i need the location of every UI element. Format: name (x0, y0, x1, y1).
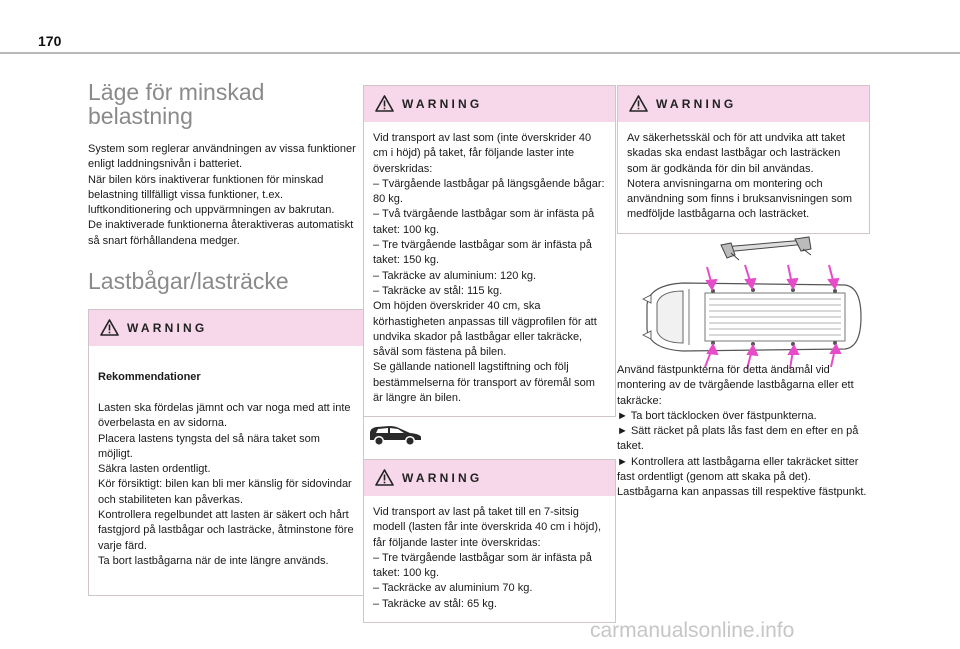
warning-label: WARNING (656, 97, 737, 111)
warning-heading: Rekommendationer (98, 371, 201, 384)
warning-header (89, 310, 363, 346)
mounting-instructions: Använd fästpunkterna för detta ändamål vid montering av de tvärgående lastbågarna eller ett takräcke: ► Ta bort täcklocken över fästpunkterna. ► Sätt räcket på plats lås fast dem en efter en på taket. ► Kontrollera att lastbågarna eller takräcket sitter fast ordentligt (genom att skaka på det). Lastbågarna kan anpassas till respektive fästpunkt. (617, 364, 867, 499)
warning-box-7-seat (363, 459, 616, 623)
warning-header (618, 86, 869, 122)
section-title-reduced-load: Läge för minskad belastning (88, 79, 265, 129)
warning-box-load-limits (363, 85, 616, 417)
warning-header (364, 86, 615, 122)
van-top-view-icon (643, 283, 861, 351)
warning-text: Vid transport av last som (inte överskrider 40 cm i höjd) på taket, får följande laster inte överskridas: – Tvärgående lastbågar på längsgående bågar: 80 kg. – Två tvärgående lastbågar som är infästa på taket: 100 kg. – Tre tvärgående lastbågar som är infästa på taket: 150 kg. – Takräcke av aluminium: 120 kg. – Takräcke av stål: 115 kg. Om höjden överskrider 40 cm, ska körhastigheten anpassas till vägprofilen för att undvika skador på lastbågar eller takräcke, såväl som fästena på bilen. Se gällande nationell lagstiftning och följ bestämmelserna för transport av föremål som är längre än bilen. (373, 132, 605, 405)
warning-label: WARNING (402, 471, 483, 485)
warning-label: WARNING (127, 321, 208, 336)
warning-text: Lasten ska fördelas jämnt och var noga med att inte överbelasta en av sidorna. Placera lastens tyngsta del så nära taket som möjligt. Säkra lasten ordentligt. Kör försiktigt: bilen kan bli mer känslig för sidovindar och stabiliteten kan påverkas. Kontrollera regelbundet att lasten är säkert och hårt fastgjord på lastbågar och lasträcke, åtminstone före varje färd. Ta bort lastbågarna när de inte längre används. (98, 401, 354, 567)
warning-box-recommendations (88, 309, 364, 595)
warning-triangle-icon (375, 95, 394, 112)
warning-text: Vid transport av last på taket till en 7-sitsig modell (lasten får inte överskrida 40 cm i höjd), får följande laster inte överskridas: – Tre tvärgående lastbågar som är infästa på taket: 100 kg. – Tackräcke av aluminium 70 kg. – Takräcke av stål: 65 kg. (373, 506, 602, 610)
van-side-icon (366, 423, 424, 447)
column-3 (617, 85, 870, 499)
reduced-load-text: System som reglerar användningen av vissa funktioner enligt laddningsnivån i batteriet. När bilen körs inaktiverar funktionen för minskad belastning tillfälligt vissa funktioner, t.ex. luftkonditionering och uppvärmningen av bakrutan. De inaktiverade funktionerna återaktiveras automatiskt så snart förhållandena medger. (88, 143, 356, 247)
page-number: 170 (38, 33, 62, 49)
column-2 (363, 85, 616, 610)
warning-box-approved-bars (617, 85, 870, 234)
section-title-roof-bars: Lastbågar/lasträcke (88, 268, 289, 295)
watermark: carmanualsonline.info (590, 619, 795, 642)
warning-body (89, 346, 363, 594)
header-divider (0, 52, 960, 54)
column-1 (88, 80, 364, 596)
warning-label: WARNING (402, 97, 483, 111)
warning-triangle-icon (375, 469, 394, 486)
warning-triangle-icon (100, 319, 119, 336)
warning-triangle-icon (629, 95, 648, 112)
warning-header (364, 460, 615, 496)
roof-bar-icon (721, 237, 811, 260)
warning-text: Av säkerhetsskäl och för att undvika att taket skadas ska endast lastbågar och lasträcken som är godkända för din bil användas. Notera anvisningarna om montering och användning som finns i bruksanvisningen som medföljde lastbågarna och lasträcket. (627, 132, 853, 221)
